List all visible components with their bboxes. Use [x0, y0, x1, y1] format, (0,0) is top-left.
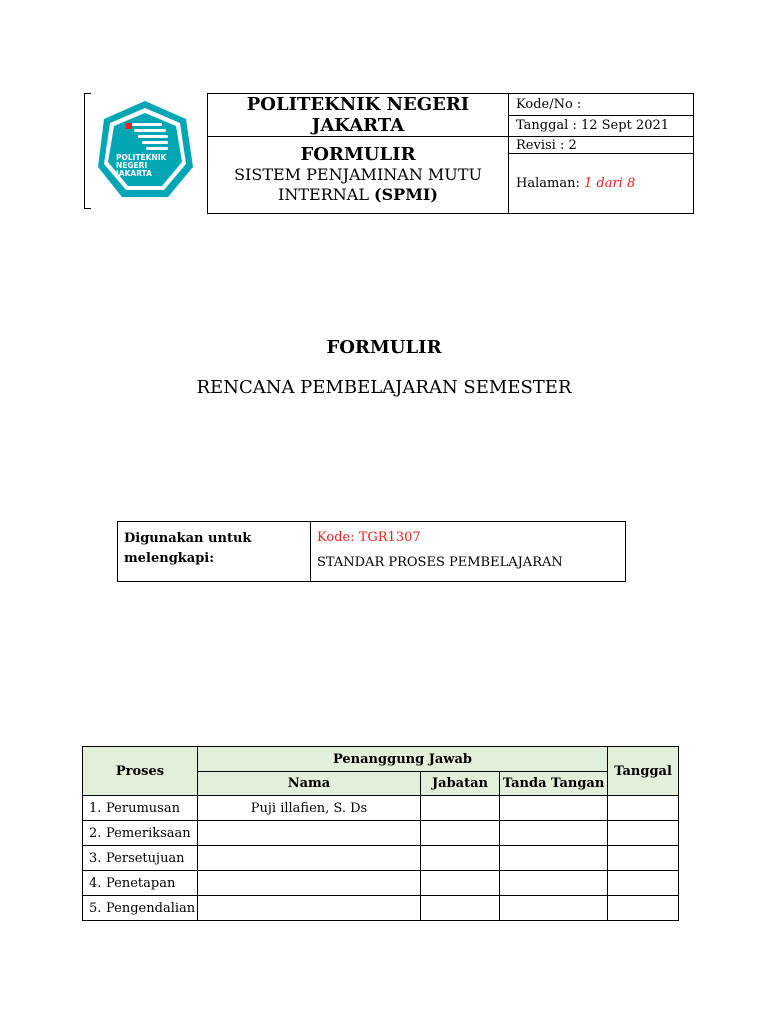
usage-table	[117, 521, 626, 582]
row-number: 3.	[89, 850, 102, 866]
table-row	[83, 821, 679, 846]
usage-label-line1: Digunakan untuk	[124, 531, 252, 546]
header-jabatan: Jabatan	[421, 772, 500, 796]
tanggal-cell	[608, 871, 679, 896]
proses-cell	[83, 871, 198, 896]
svg-text:NEGERI: NEGERI	[116, 161, 148, 170]
table-row	[83, 871, 679, 896]
table-row	[83, 796, 679, 821]
row-number: 4.	[89, 875, 102, 891]
tanda-tangan-cell	[500, 896, 608, 921]
tanda-tangan-cell	[500, 821, 608, 846]
row-number: 5.	[89, 900, 102, 916]
usage-standard: STANDAR PROSES PEMBELAJARAN	[317, 555, 563, 570]
nama-cell	[198, 871, 421, 896]
nama-cell: Puji illafien, S. Ds	[198, 796, 421, 821]
revisi-field: Revisi : 2	[509, 137, 694, 154]
kode-no: Kode/No :	[509, 94, 694, 116]
tanda-tangan-cell	[500, 846, 608, 871]
jabatan-cell	[421, 871, 500, 896]
nama-cell	[198, 821, 421, 846]
usage-value	[311, 522, 626, 582]
header-tanda-tangan: Tanda Tangan	[500, 772, 608, 796]
table-row	[83, 846, 679, 871]
header-form-block	[208, 137, 509, 214]
document-title: FORMULIR	[326, 337, 442, 358]
header-subtitle-line1: SISTEM PENJAMINAN MUTU	[234, 164, 482, 184]
svg-text:POLITEKNIK: POLITEKNIK	[116, 153, 167, 162]
tanggal-cell	[608, 896, 679, 921]
header-bracket	[84, 93, 91, 209]
document-subtitle: RENCANA PEMBELAJARAN SEMESTER	[196, 377, 572, 398]
nama-cell	[198, 846, 421, 871]
table-row	[83, 896, 679, 921]
row-number: 2.	[89, 825, 102, 841]
row-number: 1.	[89, 800, 102, 816]
tanggal-cell	[608, 796, 679, 821]
proses-label: Persetujuan	[106, 850, 185, 866]
svg-text:JAKARTA: JAKARTA	[116, 169, 152, 178]
header-subtitle-line2-prefix: INTERNAL	[278, 184, 375, 204]
halaman-value: 1 dari 8	[583, 176, 636, 191]
usage-kode: Kode: TGR1307	[317, 530, 421, 545]
jabatan-cell	[421, 896, 500, 921]
header-tanggal: Tanggal	[608, 747, 679, 796]
tanggal-field: Tanggal : 12 Sept 2021	[509, 115, 694, 137]
jabatan-cell	[421, 846, 500, 871]
tanda-tangan-cell	[500, 796, 608, 821]
tanggal-cell	[608, 821, 679, 846]
header-proses: Proses	[83, 747, 198, 796]
proses-cell	[83, 896, 198, 921]
proses-cell	[83, 846, 198, 871]
halaman-label: Halaman:	[516, 176, 580, 191]
proses-label: Perumusan	[106, 800, 180, 816]
jabatan-cell	[421, 821, 500, 846]
halaman-field	[509, 154, 694, 214]
nama-cell	[198, 896, 421, 921]
pnj-logo	[94, 97, 197, 200]
usage-label	[118, 522, 311, 582]
header-subtitle	[208, 165, 508, 211]
tanggal-cell	[608, 846, 679, 871]
proses-cell	[83, 796, 198, 821]
proses-label: Pengendalian	[106, 900, 196, 916]
header-form-title: FORMULIR	[300, 143, 416, 165]
header-subtitle-line2-bold: (SPMI)	[374, 184, 438, 204]
proses-cell	[83, 821, 198, 846]
proses-label: Penetapan	[106, 875, 176, 891]
header-penanggung-jawab: Penanggung Jawab	[198, 747, 608, 772]
header-nama: Nama	[198, 772, 421, 796]
tanda-tangan-cell	[500, 871, 608, 896]
approval-table	[82, 746, 679, 921]
institution-name: POLITEKNIK NEGERI JAKARTA	[208, 94, 509, 137]
jabatan-cell	[421, 796, 500, 821]
header-table	[207, 93, 694, 214]
proses-label: Pemeriksaan	[106, 825, 191, 841]
usage-label-line2: melengkapi:	[124, 551, 215, 566]
